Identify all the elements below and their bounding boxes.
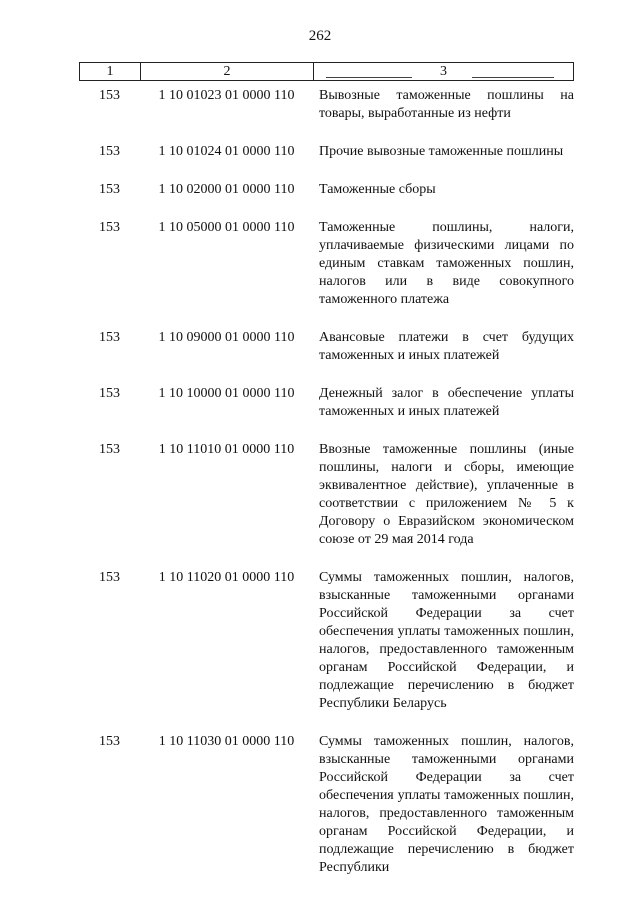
header-col-3-label: 3	[440, 64, 447, 79]
header-col-2: 2	[141, 63, 314, 80]
table-row	[79, 569, 574, 713]
table-row	[79, 329, 574, 365]
revenue-code: 1 10 11030 01 0000 110	[158, 734, 295, 749]
revenue-code: 1 10 05000 01 0000 110	[158, 220, 295, 235]
header-col-3	[314, 63, 573, 80]
admin-code: 153	[99, 144, 120, 159]
revenue-code: 1 10 01024 01 0000 110	[158, 144, 295, 159]
admin-code: 153	[99, 386, 120, 401]
revenue-code: 1 10 02000 01 0000 110	[158, 182, 295, 197]
revenue-description: Ввозные таможенные пошлины (иные пошлины, налоги и сборы, имеющие эквивалентное действие), уплаченные в соответствии с приложением № 5 к Договору о Евразийском экономическом союзе от 29 мая 2014 года	[319, 442, 574, 547]
header-underline-right	[472, 77, 554, 78]
admin-code: 153	[99, 734, 120, 749]
admin-code: 153	[99, 182, 120, 197]
revenue-description: Суммы таможенных пошлин, налогов, взысканные таможенными органами Российской Федерации за счет обеспечения уплаты таможенных пошлин, налогов, предоставленного таможенным органам Российской Федерации, и подлежащие перечислению в бюджет Республики	[319, 734, 574, 875]
revenue-description: Суммы таможенных пошлин, налогов, взысканные таможенными органами Российской Федерации за счет обеспечения уплаты таможенных пошлин, налогов, предоставленного таможенным органам Российской Федерации, и подлежащие перечислению в бюджет Республики Беларусь	[319, 570, 574, 711]
table-row	[79, 87, 574, 123]
header-underline-left	[326, 77, 412, 78]
admin-code: 153	[99, 330, 120, 345]
table-row	[79, 181, 574, 199]
admin-code: 153	[99, 88, 120, 103]
revenue-description: Денежный залог в обеспечение уплаты таможенных и иных платежей	[319, 386, 574, 419]
table-row	[79, 733, 574, 877]
header-col-1: 1	[80, 63, 141, 80]
revenue-description: Таможенные сборы	[319, 182, 436, 197]
revenue-description: Таможенные пошлины, налоги, уплачиваемые физическими лицами по единым ставкам таможенных пошлин, налогов или в виде совокупного таможенного платежа	[319, 220, 574, 307]
revenue-code: 1 10 01023 01 0000 110	[158, 88, 295, 103]
revenue-code: 1 10 11010 01 0000 110	[158, 442, 295, 457]
admin-code: 153	[99, 570, 120, 585]
page-number: 262	[308, 28, 332, 44]
revenue-code: 1 10 11020 01 0000 110	[158, 570, 295, 585]
table-row	[79, 441, 574, 549]
table-row	[79, 143, 574, 161]
revenue-code: 1 10 10000 01 0000 110	[158, 386, 295, 401]
admin-code: 153	[99, 442, 120, 457]
revenue-description: Вывозные таможенные пошлины на товары, выработанные из нефти	[319, 88, 574, 121]
admin-code: 153	[99, 220, 120, 235]
revenue-description: Авансовые платежи в счет будущих таможенных и иных платежей	[319, 330, 574, 363]
table-body	[79, 87, 574, 897]
revenue-description: Прочие вывозные таможенные пошлины	[319, 144, 564, 159]
table-header	[79, 62, 574, 81]
table-row	[79, 219, 574, 309]
revenue-code: 1 10 09000 01 0000 110	[158, 330, 295, 345]
table-row	[79, 385, 574, 421]
